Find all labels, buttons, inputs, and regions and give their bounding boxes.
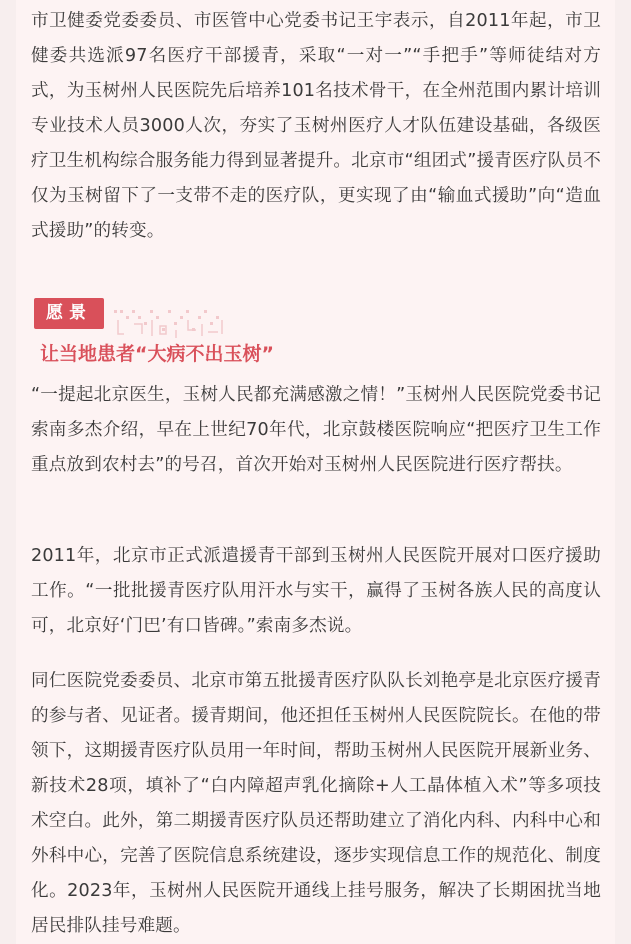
decorative-pattern-icon: [110, 306, 230, 344]
paragraph-wang-yu-statement: 市卫健委党委委员、市医管中心党委书记王宇表示，自2011年起，市卫健委共选派97名医疗干部援青，采取“一对一”“手把手”等师徒结对方式，为玉树州人民医院先后培养101名技术骨干，在全州范围内累计培训专业技术人员3000人次，夯实了玉树州医疗人才队伍建设基础，各级医疗卫生机构综合服务能力得到显著提升。北京市“组团式”援青医疗队员不仅为玉树留下了一支带不走的医疗队，更实现了由“输血式援助”向“造血式援助”的转变。: [31, 11, 601, 241]
paragraph-2011-aid: 2011年，北京市正式派遣援青干部到玉树州人民医院开展对口医疗援助工作。“一批批援青医疗队用汗水与实干，赢得了玉树各族人民的高度认可，北京好‘门巴’有口皆碑。”索南多杰说。: [31, 546, 601, 636]
paragraph-suonan-duojie-intro: “一提起北京医生，玉树人民都充满感激之情！”玉树州人民医院党委书记索南多杰介绍，早在上世纪70年代，北京鼓楼医院响应“把医疗卫生工作重点放到农村去”的号召，首次开始对玉树州人民医院进行医疗帮扶。: [31, 385, 601, 475]
section-tag: 愿景: [34, 298, 104, 329]
paragraph-liu-yanting: 同仁医院党委委员、北京市第五批援青医疗队队长刘艳亭是北京医疗援青的参与者、见证者。援青期间，他还担任玉树州人民医院院长。在他的带领下，这期援青医疗队员用一年时间，帮助玉树州人民医院开展新业务、新技术28项，填补了“白内障超声乳化摘除+人工晶体植入术”等多项技术空白。此外，第二期援青医疗队员还帮助建立了消化内科、内科中心和外科中心，完善了医院信息系统建设，逐步实现信息工作的规范化、制度化。2023年，玉树州人民医院开通线上挂号服务，解决了长期困扰当地居民排队挂号难题。: [31, 671, 601, 936]
article-page: [16, 0, 615, 944]
section-headline: 让当地患者“大病不出玉树”: [40, 343, 274, 365]
section-header: [34, 296, 334, 376]
